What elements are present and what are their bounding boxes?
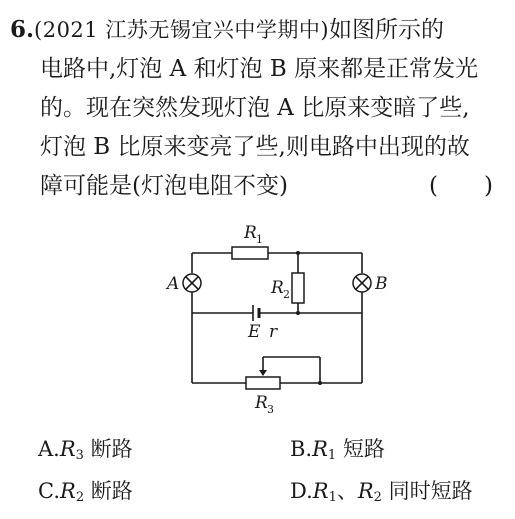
answer-blank[interactable]: ( )	[429, 173, 493, 199]
question-source: (2021 江苏无锡宜兴中学期中)	[34, 18, 330, 42]
option-d-prefix: D.	[290, 479, 313, 503]
question-line-4: 灯泡 B 比原来变亮了些,则电路中出现的故	[40, 134, 470, 160]
rheostat-slider-arrow	[259, 370, 267, 376]
option-c-text: 断路	[84, 479, 133, 503]
option-d-sep: 、	[336, 479, 358, 503]
label-r2-sub: 2	[283, 288, 290, 301]
question-line-1	[10, 10, 505, 50]
option-d-var: R	[312, 479, 329, 503]
option-b-prefix: B.	[290, 437, 313, 461]
option-a-var: R	[59, 437, 76, 461]
label-r3-sub: 3	[267, 403, 274, 416]
question-line-5-text: 障可能是(灯泡电阻不变)	[40, 173, 288, 199]
circuit-diagram	[150, 215, 400, 425]
option-a-sub: 3	[75, 448, 84, 463]
option-row-2	[38, 470, 508, 512]
label-bulb-a: A	[167, 274, 180, 294]
resistor-r2	[292, 273, 304, 303]
junction-mid	[296, 311, 300, 315]
option-row-1	[38, 428, 508, 470]
resistor-r1	[232, 247, 268, 259]
label-r3: R	[255, 393, 268, 413]
option-c-sub: 2	[75, 490, 85, 505]
label-r2: R	[271, 278, 284, 298]
label-r1: R	[244, 223, 257, 243]
question-number: 6.	[10, 16, 35, 43]
option-c-var: R	[60, 479, 76, 503]
question-line-3: 的。现在突然发现灯泡 A 比原来变暗了些,	[40, 95, 470, 121]
option-c-prefix: C.	[38, 479, 60, 503]
option-b-sub: 1	[327, 448, 337, 463]
answer-options	[38, 428, 508, 512]
option-d-text: 同时短路	[381, 479, 473, 503]
question-block	[10, 10, 505, 206]
option-a-text: 断路	[83, 437, 133, 461]
question-line-2: 电路中,灯泡 A 和灯泡 B 原来都是正常发光	[40, 56, 479, 82]
option-d-sub2: 2	[373, 490, 382, 505]
option-d[interactable]	[290, 470, 473, 519]
option-b-text: 短路	[336, 437, 385, 461]
option-c[interactable]	[38, 470, 133, 519]
label-internal-r: r	[269, 322, 278, 342]
label-emf: E	[248, 322, 261, 342]
option-a-prefix: A.	[38, 437, 60, 461]
label-bulb-b: B	[375, 274, 388, 294]
question-line-5	[10, 167, 505, 206]
option-b-var: R	[312, 437, 328, 461]
question-line-1-text: 如图所示的	[329, 17, 445, 43]
option-d-sub: 1	[328, 490, 337, 505]
rheostat-r3	[246, 377, 280, 389]
option-d-var2: R	[357, 479, 374, 503]
label-r1-sub: 1	[256, 233, 263, 246]
